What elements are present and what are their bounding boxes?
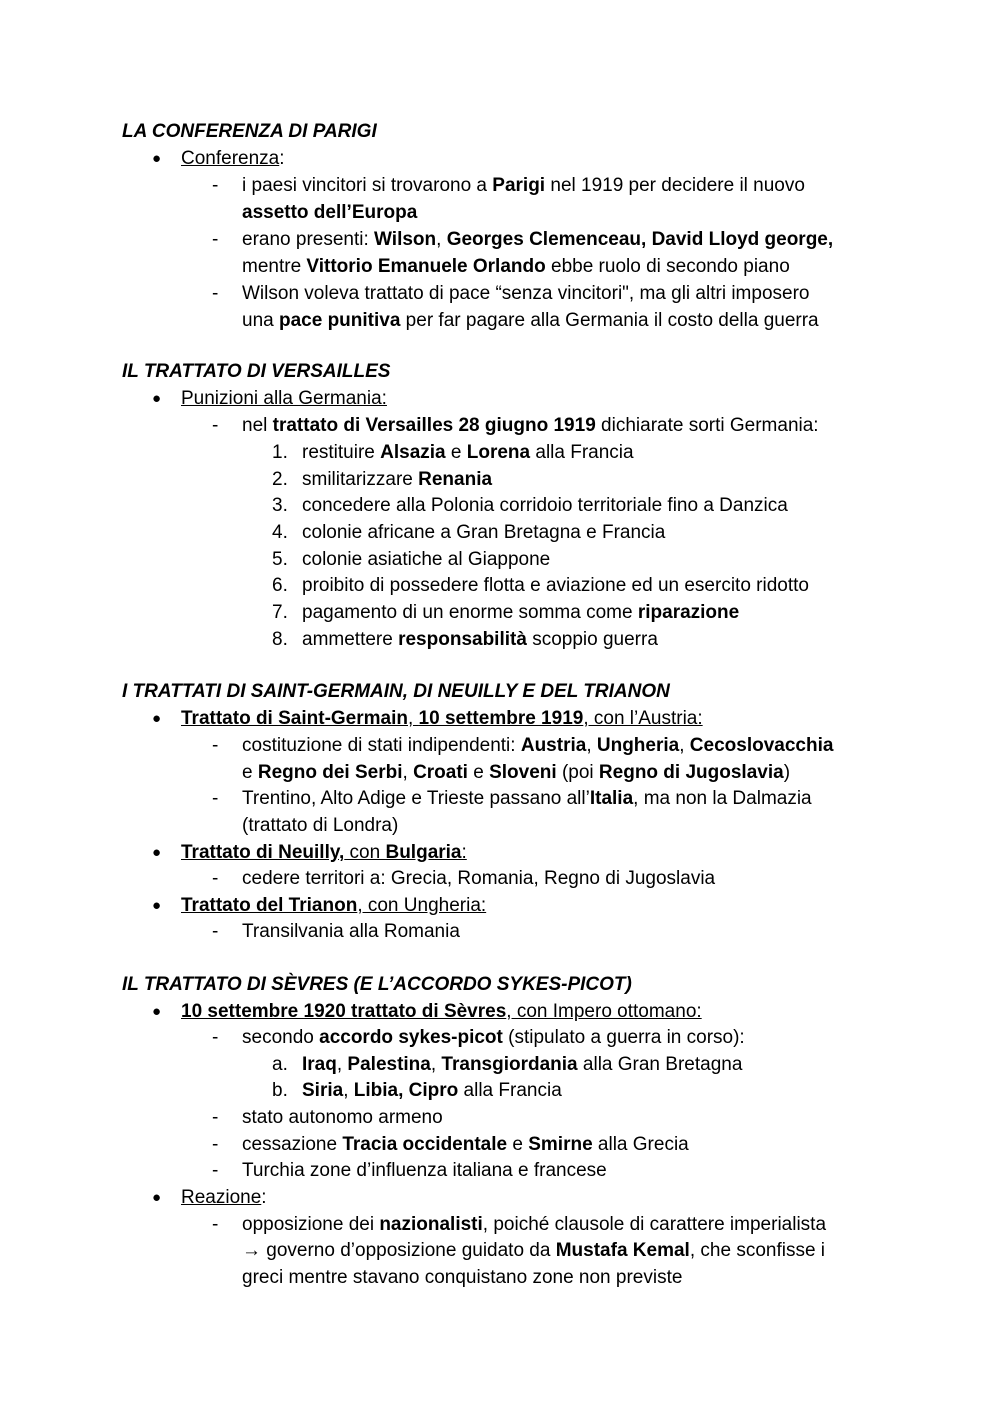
line-text — [181, 145, 285, 172]
line-text — [242, 1157, 607, 1184]
text-run: Libia, Cipro — [353, 1080, 459, 1101]
dash-item — [0, 918, 1000, 945]
text-run: 10 settembre 1920 trattato di Sèvres — [181, 1001, 507, 1022]
text-run: → governo d’opposizione guidato da — [242, 1240, 556, 1261]
text-run: Croati — [413, 762, 468, 783]
dash-marker: - — [212, 788, 219, 809]
numbered-item — [0, 492, 1000, 519]
continuation-line — [0, 812, 1000, 839]
text-run: , — [402, 762, 414, 783]
line-text — [122, 118, 377, 145]
line-text — [242, 732, 833, 759]
text-run: , — [586, 735, 597, 756]
dash-marker: - — [212, 283, 219, 304]
line-text — [242, 785, 812, 812]
line-text — [181, 1184, 267, 1211]
bullet-item — [0, 385, 1000, 412]
text-run: (stipulato a guerra in corso): — [502, 1027, 745, 1048]
numbered-item — [0, 439, 1000, 466]
text-run: assetto dell’Europa — [242, 202, 418, 223]
line-text — [242, 1131, 689, 1158]
text-run: nel — [242, 415, 273, 436]
line-text — [302, 466, 492, 493]
list-number: 1. — [272, 442, 288, 463]
text-run: costituzione di stati indipendenti: — [242, 735, 521, 756]
text-run: I TRATTATI DI SAINT-GERMAIN, DI NEUILLY E DEL TRIANON — [122, 681, 670, 702]
text-run: Punizioni alla Germania: — [181, 388, 387, 409]
dash-item — [0, 412, 1000, 439]
dash-item — [0, 172, 1000, 199]
text-run: Italia — [589, 788, 634, 809]
text-run: colonie asiatiche al Giappone — [302, 549, 551, 570]
text-run: e — [445, 442, 467, 463]
dash-marker: - — [212, 229, 219, 250]
text-run: Bulgaria — [385, 842, 462, 863]
text-run: , ma non la Dalmazia — [633, 788, 812, 809]
line-text — [242, 199, 417, 226]
line-text — [242, 226, 833, 253]
text-run: Georges Clemenceau, David Lloyd george, — [446, 229, 834, 250]
text-run: Trattato di Neuilly, — [181, 842, 345, 863]
line-text — [302, 1051, 742, 1078]
text-run: Siria — [302, 1080, 344, 1101]
text-run: stato autonomo armeno — [242, 1107, 443, 1128]
line-text — [181, 839, 467, 866]
text-run: , con Impero ottomano: — [506, 1001, 702, 1022]
bullet-item — [0, 892, 1000, 919]
line-text — [302, 519, 665, 546]
list-number: 2. — [272, 469, 288, 490]
dash-marker: - — [212, 921, 219, 942]
text-run: Ungheria — [596, 735, 680, 756]
line-text — [242, 1024, 745, 1051]
text-run: Lorena — [466, 442, 531, 463]
bullet-marker: ● — [152, 897, 162, 914]
line-text — [242, 1104, 443, 1131]
text-run: LA CONFERENZA DI PARIGI — [122, 121, 377, 142]
text-run: ammettere — [302, 629, 399, 650]
dash-item — [0, 1131, 1000, 1158]
line-text — [181, 998, 702, 1025]
line-text — [302, 546, 550, 573]
continuation-line — [0, 1264, 1000, 1291]
text-run: responsabilità — [398, 629, 527, 650]
text-run: Turchia zone d’influenza italiana e francese — [242, 1160, 607, 1181]
text-run: Trentino, Alto Adige e Trieste passano all’ — [242, 788, 590, 809]
text-run: Wilson — [374, 229, 437, 250]
line-text — [242, 759, 790, 786]
bullet-marker: ● — [152, 710, 162, 727]
text-run: trattato di Versailles 28 giugno 1919 — [272, 415, 596, 436]
line-text — [242, 1211, 826, 1238]
text-run: Reazione — [181, 1187, 262, 1208]
text-run: : — [461, 842, 467, 863]
text-run: dichiarate sorti Germania: — [595, 415, 819, 436]
text-run: alla Gran Bretagna — [577, 1054, 743, 1075]
line-text — [302, 599, 739, 626]
continuation-line — [0, 199, 1000, 226]
text-run: mentre — [242, 256, 307, 277]
dash-marker: - — [212, 868, 219, 889]
text-run: Trattato di Saint-Germain — [181, 708, 408, 729]
section-heading — [0, 358, 1000, 385]
bullet-item — [0, 705, 1000, 732]
text-run: 10 settembre 1919 — [418, 708, 584, 729]
text-run: : — [261, 1187, 267, 1208]
line-text — [242, 1237, 825, 1264]
line-text — [242, 307, 819, 334]
bullet-item — [0, 145, 1000, 172]
text-run: restituire — [302, 442, 381, 463]
dash-item — [0, 1024, 1000, 1051]
text-run: Mustafa Kemal — [555, 1240, 690, 1261]
bullet-marker: ● — [152, 1003, 162, 1020]
text-run: , con l’Austria: — [583, 708, 703, 729]
bullet-marker: ● — [152, 150, 162, 167]
text-run: , con Ungheria: — [357, 895, 487, 916]
line-text — [302, 1077, 562, 1104]
line-text — [242, 865, 715, 892]
line-text — [302, 572, 809, 599]
bullet-item — [0, 1184, 1000, 1211]
dash-item — [0, 1211, 1000, 1238]
line-text — [302, 626, 658, 653]
bullet-marker: ● — [152, 1189, 162, 1206]
text-run: Austria — [520, 735, 587, 756]
dash-item — [0, 280, 1000, 307]
text-run: pagamento di un enorme somma come — [302, 602, 638, 623]
text-run: Trattato del Trianon — [181, 895, 358, 916]
text-run: concedere alla Polonia corridoio territoriale fino a Danzica — [302, 495, 788, 516]
text-run: Vittorio Emanuele Orlando — [306, 256, 546, 277]
line-text — [242, 253, 790, 280]
text-run: e — [467, 762, 490, 783]
text-run: IL TRATTATO DI VERSAILLES — [122, 361, 391, 382]
list-number: b. — [272, 1080, 288, 1101]
section-heading — [0, 971, 1000, 998]
text-run: (poi — [556, 762, 599, 783]
line-text — [242, 812, 398, 839]
text-run: scoppio guerra — [526, 629, 658, 650]
text-run: Palestina — [347, 1054, 431, 1075]
section-heading — [0, 678, 1000, 705]
numbered-item — [0, 626, 1000, 653]
text-run: , poiché clausole di carattere imperialista — [482, 1214, 827, 1235]
line-text — [242, 918, 460, 945]
line-text — [181, 705, 703, 732]
numbered-item — [0, 1077, 1000, 1104]
bullet-item — [0, 998, 1000, 1025]
text-run: opposizione dei — [242, 1214, 380, 1235]
text-run: Alsazia — [380, 442, 446, 463]
text-run: Transilvania alla Romania — [242, 921, 460, 942]
numbered-item — [0, 1051, 1000, 1078]
section-heading — [0, 118, 1000, 145]
text-run: IL TRATTATO DI SÈVRES (E L’ACCORDO SYKES-PICOT) — [122, 974, 632, 995]
text-run: Parigi — [492, 175, 546, 196]
continuation-line — [0, 1237, 1000, 1264]
text-run: accordo sykes-picot — [319, 1027, 503, 1048]
text-run: Conferenza — [181, 148, 280, 169]
text-run: , — [430, 1054, 442, 1075]
dash-marker: - — [212, 175, 219, 196]
text-run: ) — [783, 762, 791, 783]
text-run: Renania — [418, 469, 493, 490]
text-run: Smirne — [528, 1134, 593, 1155]
text-run: Wilson voleva trattato di pace “senza vincitori", ma gli altri imposero — [242, 283, 810, 304]
text-run: alla Francia — [458, 1080, 562, 1101]
text-run: pace punitiva — [278, 310, 401, 331]
line-text — [242, 412, 819, 439]
text-run: nel 1919 per decidere il nuovo — [545, 175, 805, 196]
list-number: 8. — [272, 629, 288, 650]
text-run: alla Francia — [530, 442, 634, 463]
text-run: , — [679, 735, 690, 756]
text-run: proibito di possedere flotta e aviazione ed un esercito ridotto — [302, 575, 809, 596]
text-run: , — [436, 229, 447, 250]
numbered-item — [0, 519, 1000, 546]
text-run: Cecoslovacchia — [689, 735, 834, 756]
dash-item — [0, 785, 1000, 812]
text-run: con — [344, 842, 386, 863]
text-run: erano presenti: — [242, 229, 375, 250]
text-run: , che sconfisse i — [689, 1240, 826, 1261]
line-text — [122, 678, 670, 705]
numbered-item — [0, 546, 1000, 573]
text-run: cessazione — [242, 1134, 343, 1155]
text-run: greci mentre stavano conquistano zone non previste — [242, 1267, 683, 1288]
numbered-item — [0, 572, 1000, 599]
dash-item — [0, 732, 1000, 759]
text-run: Tracia occidentale — [342, 1134, 508, 1155]
text-run: riparazione — [637, 602, 740, 623]
dash-marker: - — [212, 735, 219, 756]
text-run: Sloveni — [489, 762, 557, 783]
dash-marker: - — [212, 1160, 219, 1181]
text-run: cedere territori a: Grecia, Romania, Regno di Jugoslavia — [242, 868, 716, 889]
list-number: 5. — [272, 549, 288, 570]
text-run: i paesi vincitori si trovarono a — [242, 175, 493, 196]
text-run: ebbe ruolo di secondo piano — [545, 256, 790, 277]
list-number: 6. — [272, 575, 288, 596]
dash-item — [0, 226, 1000, 253]
bullet-marker: ● — [152, 390, 162, 407]
dash-item — [0, 1157, 1000, 1184]
line-text — [242, 280, 809, 307]
numbered-item — [0, 599, 1000, 626]
text-run: , — [407, 708, 419, 729]
line-text — [242, 172, 805, 199]
dash-marker: - — [212, 1107, 219, 1128]
dash-item — [0, 865, 1000, 892]
text-run: smilitarizzare — [302, 469, 419, 490]
list-number: 3. — [272, 495, 288, 516]
line-text — [302, 492, 788, 519]
text-run: per far pagare alla Germania il costo della guerra — [400, 310, 819, 331]
text-run: e — [242, 762, 258, 783]
list-number: 7. — [272, 602, 288, 623]
line-text — [302, 439, 634, 466]
bullet-marker: ● — [152, 844, 162, 861]
text-run: : — [279, 148, 285, 169]
text-run: Regno dei Serbi — [257, 762, 403, 783]
list-number: a. — [272, 1054, 288, 1075]
text-run: alla Grecia — [592, 1134, 689, 1155]
dash-marker: - — [212, 415, 219, 436]
continuation-line — [0, 253, 1000, 280]
text-run: Iraq — [302, 1054, 337, 1075]
text-run: una — [242, 310, 279, 331]
line-text — [181, 892, 486, 919]
dash-item — [0, 1104, 1000, 1131]
text-run: , — [343, 1080, 354, 1101]
dash-marker: - — [212, 1134, 219, 1155]
numbered-item — [0, 466, 1000, 493]
dash-marker: - — [212, 1214, 219, 1235]
text-run: colonie africane a Gran Bretagna e Francia — [302, 522, 666, 543]
dash-marker: - — [212, 1027, 219, 1048]
text-run: nazionalisti — [379, 1214, 483, 1235]
text-run: secondo — [242, 1027, 320, 1048]
text-run: , — [336, 1054, 348, 1075]
line-text — [122, 358, 390, 385]
text-run: Transgiordania — [441, 1054, 578, 1075]
continuation-line — [0, 307, 1000, 334]
bullet-item — [0, 839, 1000, 866]
text-run: (trattato di Londra) — [242, 815, 399, 836]
list-number: 4. — [272, 522, 288, 543]
continuation-line — [0, 759, 1000, 786]
line-text — [242, 1264, 682, 1291]
text-run: e — [507, 1134, 529, 1155]
line-text — [181, 385, 387, 412]
text-run: Regno di Jugoslavia — [598, 762, 784, 783]
line-text — [122, 971, 632, 998]
